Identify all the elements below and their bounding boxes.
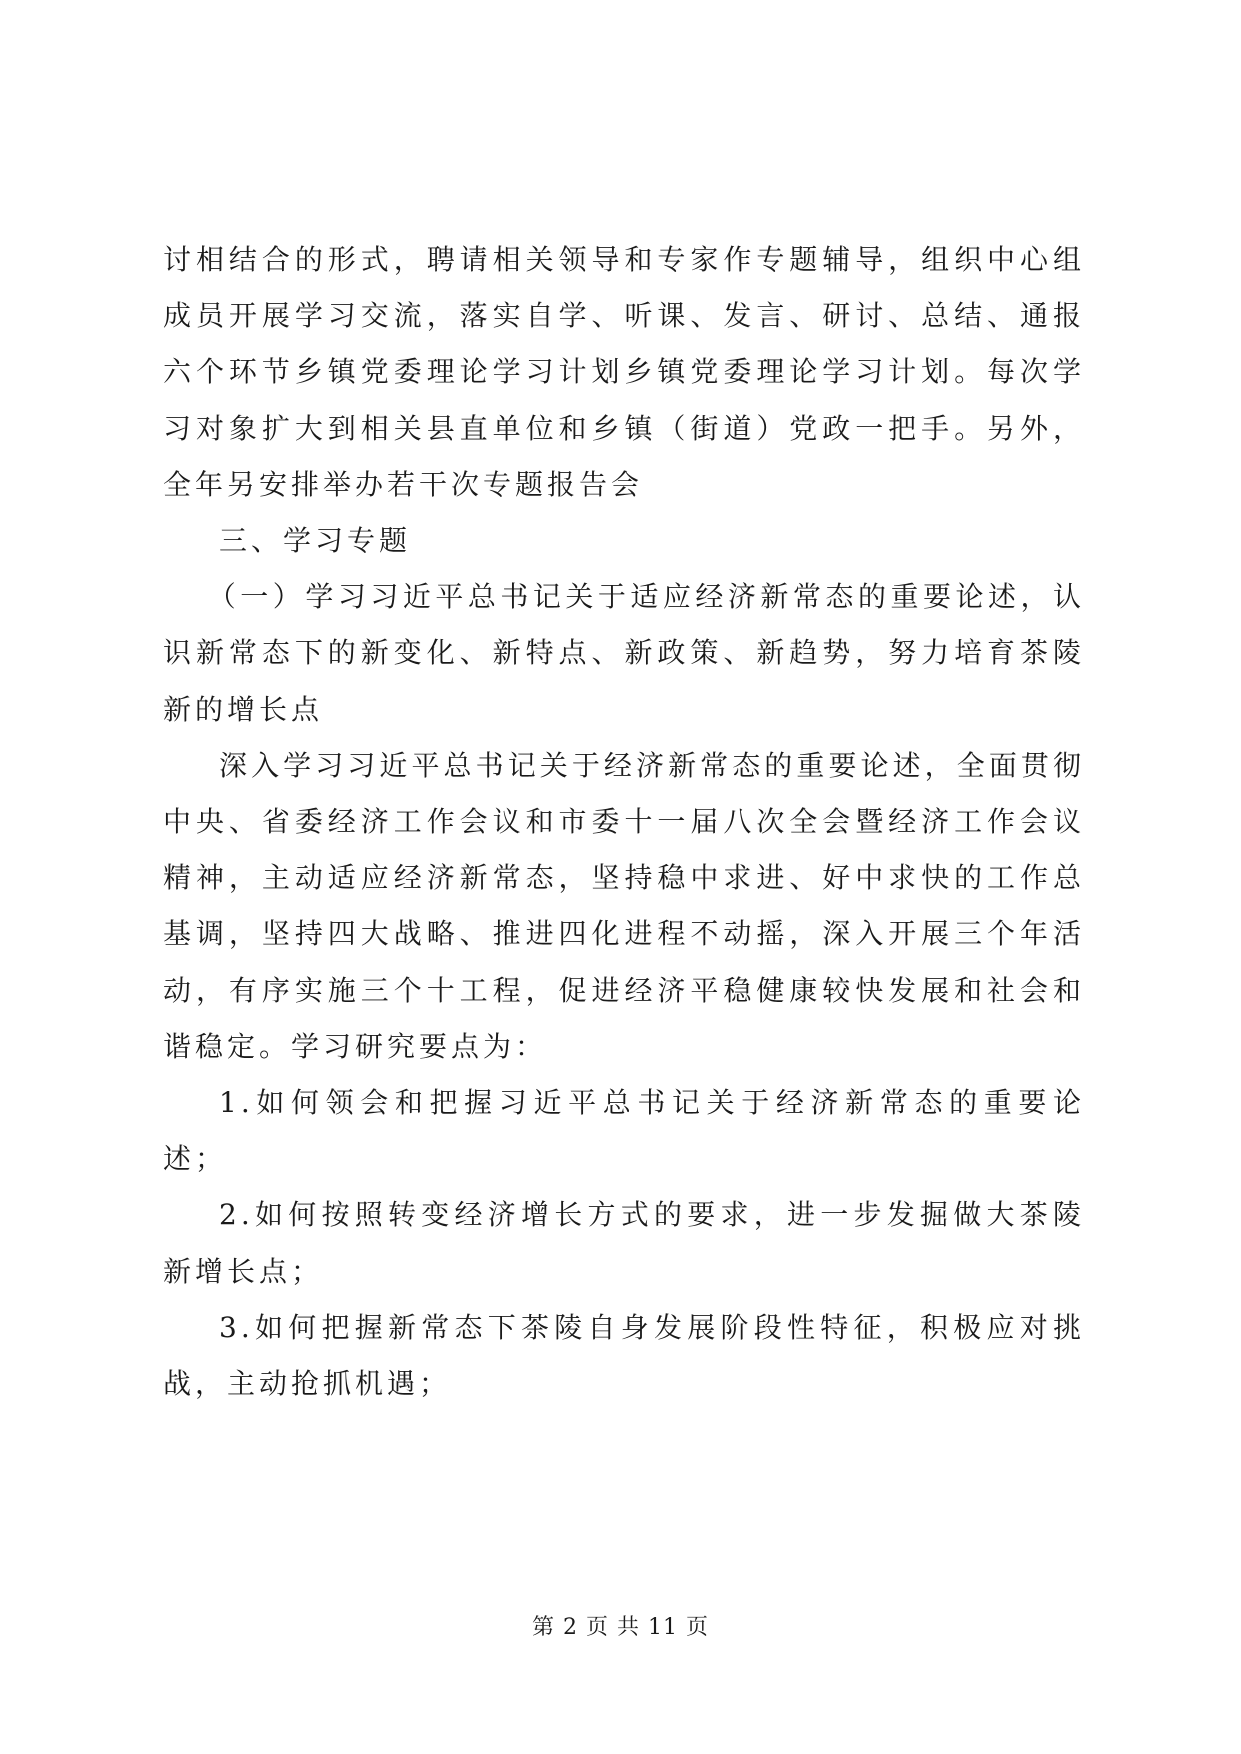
list-item-2: 2.如何按照转变经济增长方式的要求，进一步发掘做大茶陵新增长点； — [163, 1198, 1085, 1288]
section-heading: 三、学习专题 — [219, 524, 412, 558]
paragraph-continuation: 讨相结合的形式，聘请相关领导和专家作专题辅导，组织中心组成员开展学习交流，落实自学、听课、发言、研讨、总结、通报六个环节乡镇党委理论学习计划乡镇党委理论学习计划。每次学习对象扩大到相关县直单位和乡镇（街道）党政一把手。另外，全年另安排举办若干次专题报告会 — [163, 243, 1085, 501]
document-body — [163, 232, 1085, 1412]
subsection-heading: （一）学习习近平总书记关于适应经济新常态的重要论述，认识新常态下的新变化、新特点、新政策、新趋势，努力培育茶陵新的增长点 — [163, 580, 1085, 726]
paragraph-body: 深入学习习近平总书记关于经济新常态的重要论述，全面贯彻中央、省委经济工作会议和市委十一届八次全会暨经济工作会议精神，主动适应经济新常态，坚持稳中求进、好中求快的工作总基调，坚持四大战略、推进四化进程不动摇，深入开展三个年活动，有序实施三个十工程，促进经济平稳健康较快发展和社会和谐稳定。学习研究要点为： — [163, 748, 1085, 1063]
list-item-1: 1.如何领会和把握习近平总书记关于经济新常态的重要论述； — [163, 1086, 1085, 1176]
page-number-footer: 第 2 页 共 11 页 — [532, 1615, 709, 1640]
list-item-3: 3.如何把握新常态下茶陵自身发展阶段性特征，积极应对挑战，主动抢抓机遇； — [163, 1310, 1085, 1401]
